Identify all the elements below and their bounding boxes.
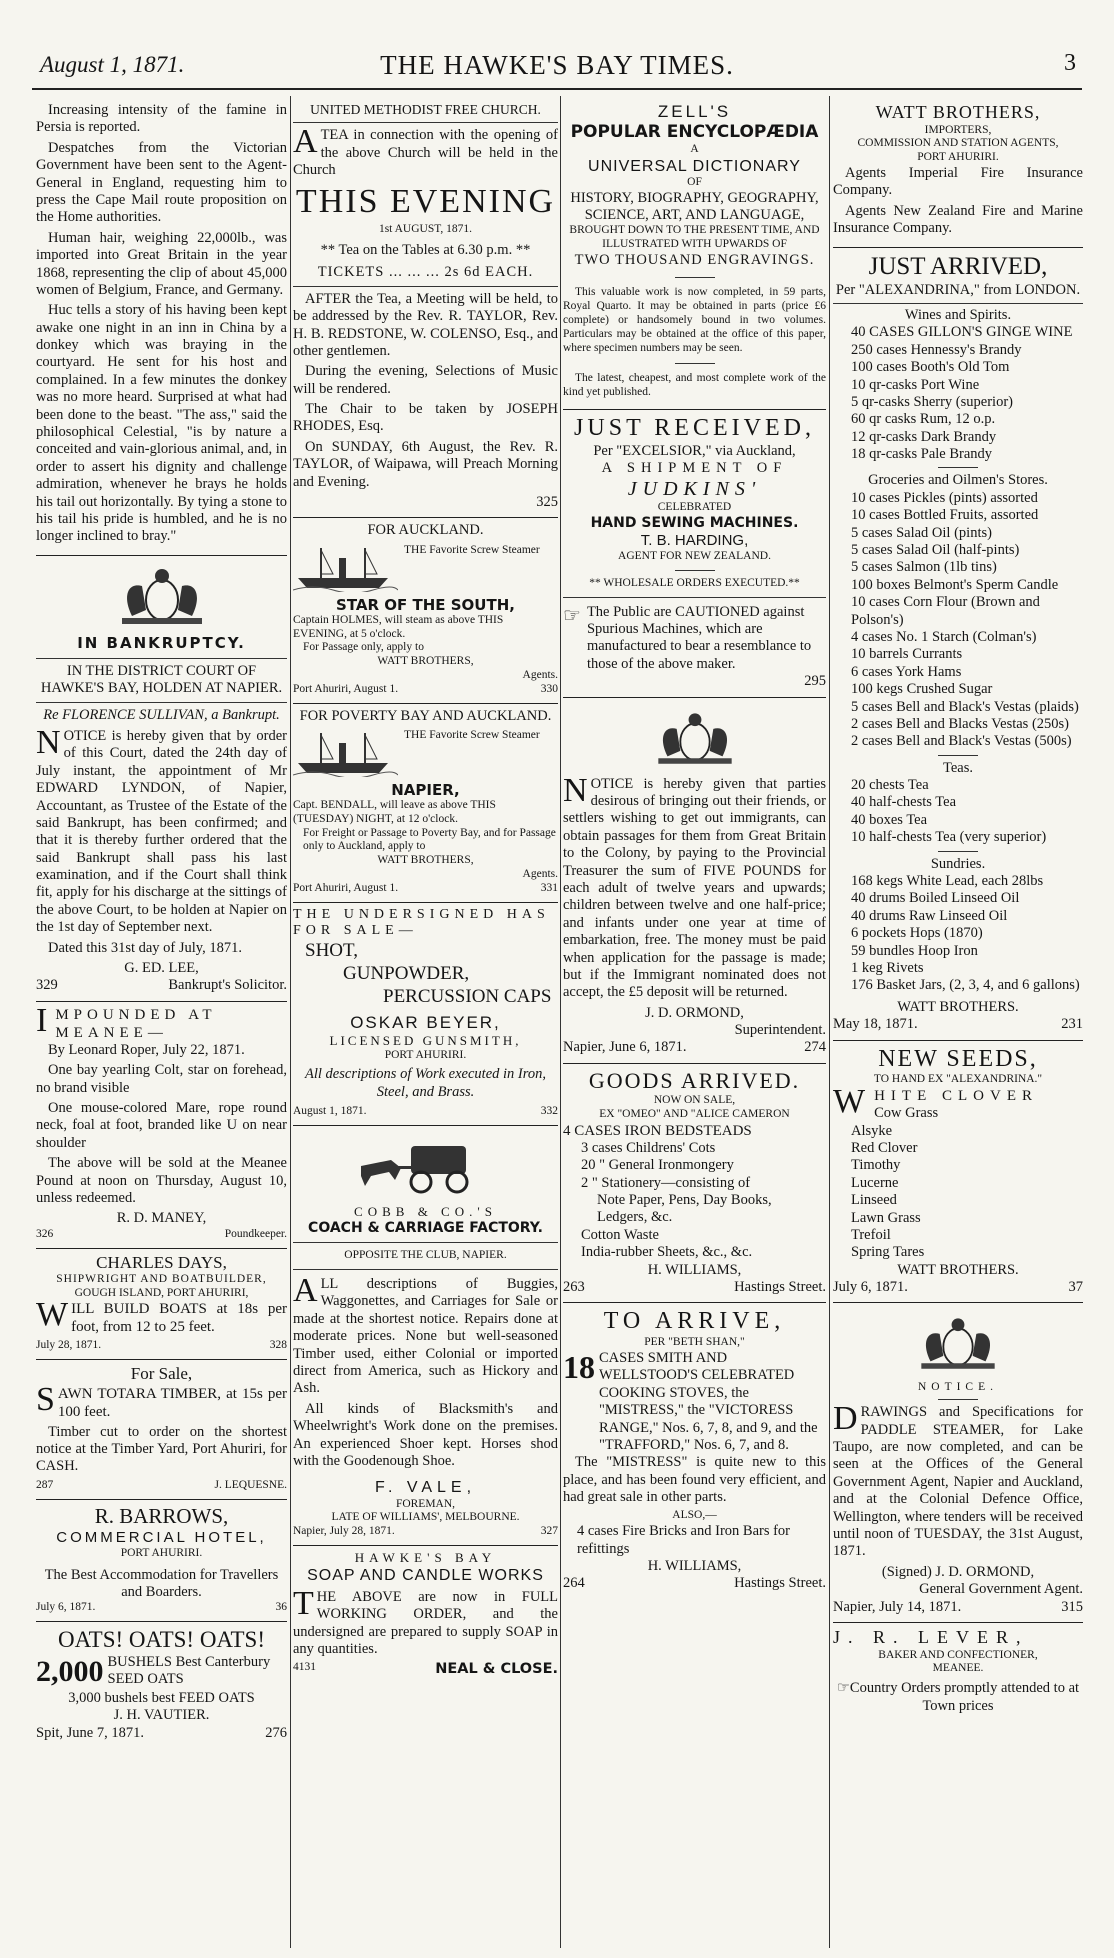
route-heading: FOR AUCKLAND. bbox=[367, 522, 484, 539]
section-heading: Teas. bbox=[943, 759, 973, 776]
passage-line: For Freight or Passage to Poverty Bay, and for Passage only to Auckland, apply to bbox=[303, 826, 556, 853]
machines-line: HAND SEWING MACHINES. bbox=[590, 515, 799, 532]
agent-role: AGENT FOR NEW ZEALAND. bbox=[618, 550, 771, 563]
tea-item: 40 half-chests Tea bbox=[851, 794, 957, 811]
church-heading: UNITED METHODIST FREE CHURCH. bbox=[310, 102, 541, 117]
grocery-item: 5 cases Salmon (1lb tins) bbox=[851, 559, 997, 576]
advert-date: Napier, July 14, 1871. bbox=[833, 1598, 962, 1615]
seed-item: Alsyke bbox=[851, 1122, 893, 1139]
advert-date: Napier, July 28, 1871. bbox=[293, 1525, 395, 1538]
goods-heading: GOODS ARRIVED. bbox=[588, 1067, 801, 1093]
goods-line: 20 " General Ironmongery bbox=[581, 1157, 734, 1174]
foreman-role: FOREMAN, bbox=[395, 1497, 456, 1510]
court-line: IN THE DISTRICT COURT OF HAWKE'S BAY, HOLDEN AT NAPIER. bbox=[40, 662, 283, 697]
grocery-item: 5 cases Salad Oil (pints) bbox=[851, 524, 992, 541]
advertiser-trade: SHIPWRIGHT AND BOATBUILDER, bbox=[56, 1272, 267, 1285]
wine-item: 60 qr casks Rum, 12 o.p. bbox=[851, 411, 996, 428]
goods-ex: EX "OMEO" AND "ALICE CAMERON bbox=[599, 1108, 790, 1121]
also-label: ALSO,— bbox=[672, 1509, 717, 1522]
wine-item: 12 qr-casks Dark Brandy bbox=[851, 428, 997, 445]
notice-signer: (Signed) J. D. ORMOND, bbox=[881, 1563, 1035, 1580]
sailing-body: Captain HOLMES, will steam as above THIS EVENING, at 5 o'clock. bbox=[293, 613, 504, 640]
page-number: 3 bbox=[1064, 50, 1076, 76]
lever-place: MEANEE. bbox=[932, 1662, 984, 1675]
watt-place: PORT AHURIRI. bbox=[917, 151, 999, 164]
sailing-body: Capt. BENDALL, will leave as above THIS (TUESDAY) NIGHT, at 12 o'clock. bbox=[293, 798, 496, 825]
tea-body: During the evening, Selections of Music will be rendered. bbox=[293, 363, 558, 397]
column-rule bbox=[290, 96, 291, 1948]
grocery-item: 6 cases York Hams bbox=[851, 663, 962, 680]
advertiser-name: R. BARROWS, bbox=[94, 1503, 229, 1528]
news-paragraph: Despatches from the Victorian Government have been sent to the Agent-General in England, requesting him to press the Cape Mail route proposition on the Home authorities. bbox=[36, 139, 287, 226]
impounded-notice bbox=[36, 1002, 287, 1249]
oats-signer: J. H. VAUTIER. bbox=[113, 1707, 210, 1724]
agent-name: WATT BROTHERS, bbox=[377, 655, 474, 668]
bankruptcy-body: NOTICE is hereby given that by order of this Court, dated the 24th day of July instant, the appointment of Mr EDWARD LYNDON, of Napier, Accountant, as Trustee of the Estate of the said Bankrupt, has been confirmed; and that it is thereby further ordered that the said Bankrupt shall pass his last examination, and if the Court shall think fit, apply for his discharge at the sittings of the above Court, to be holden at Napier on the 1st day of September next. bbox=[36, 723, 287, 936]
place-date: Port Ahuriri, August 1. bbox=[293, 682, 399, 695]
sundry-item: 6 pockets Hops (1870) bbox=[851, 925, 983, 942]
goods-line: 2 " Stationery—consisting of bbox=[581, 1174, 751, 1191]
news-paragraph: Human hair, weighing 22,000lb., was imported into Great Britain in the year 1868, representing the clip of about 45,000 women of Belgium, France, and Germany. bbox=[36, 229, 287, 298]
impounded-item: One mouse-colored Mare, rope round neck, foal at foot, branded like U on near shoulder bbox=[36, 1099, 287, 1151]
passage-line: For Passage only, apply to bbox=[303, 641, 424, 654]
ad-number: 263 bbox=[563, 1278, 585, 1295]
williams-place: Hastings Street. bbox=[734, 1278, 826, 1295]
zell-subjects: HISTORY, BIOGRAPHY, GEOGRAPHY, SCIENCE, ART, AND LANGUAGE, bbox=[570, 189, 819, 223]
section-heading: Groceries and Oilmen's Stores. bbox=[868, 472, 1048, 489]
judkins-machines-ad bbox=[563, 410, 826, 698]
royal-arms-icon bbox=[903, 1313, 1013, 1375]
ship-name: STAR OF THE SOUTH, bbox=[336, 595, 515, 614]
shipment-line: A SHIPMENT OF bbox=[601, 460, 788, 477]
factory-location: OPPOSITE THE CLUB, NAPIER. bbox=[344, 1249, 507, 1262]
sale-heading: For Sale, bbox=[130, 1364, 193, 1384]
hotel-name: COMMERCIAL HOTEL, bbox=[56, 1528, 267, 1546]
gunsmith-place: PORT AHURIRI. bbox=[384, 1048, 467, 1061]
immigration-notice bbox=[563, 698, 826, 1064]
watt-role: IMPORTERS, bbox=[924, 123, 992, 136]
newspaper-title: THE HAWKE'S BAY TIMES. bbox=[380, 50, 734, 80]
grocery-item: 5 cases Bell and Black's Vestas (plaids) bbox=[851, 698, 1079, 715]
place-date: Port Ahuriri, August 1. bbox=[293, 881, 399, 894]
zell-engravings: TWO THOUSAND ENGRAVINGS. bbox=[574, 251, 815, 268]
ad-number: 329 bbox=[36, 977, 58, 994]
foreman-name: F. VALE, bbox=[374, 1479, 477, 1497]
seed-item: Trefoil bbox=[851, 1226, 891, 1243]
wine-item: 40 CASES GILLON'S GINGE WINE bbox=[851, 324, 1073, 341]
steamer-poverty-bay-ad bbox=[293, 704, 558, 903]
timber-line: SAWN TOTARA TIMBER, at 15s per 100 feet. bbox=[36, 1380, 287, 1420]
oats-line: 3,000 bushels best FEED OATS bbox=[68, 1689, 255, 1706]
sale-item: PERCUSSION CAPS bbox=[383, 985, 552, 1007]
zell-title: ZELL'S bbox=[657, 102, 732, 121]
lever-name: J. R. LEVER, bbox=[833, 1626, 1029, 1647]
methodist-tea-ad bbox=[293, 98, 558, 518]
bankrupt-name: Re FLORENCE SULLIVAN, a Bankrupt. bbox=[43, 706, 280, 723]
solicitor-role: Bankrupt's Solicitor. bbox=[168, 977, 287, 994]
ad-number: 325 bbox=[536, 494, 558, 511]
advertiser-place: GOUGH ISLAND, PORT AHURIRI, bbox=[74, 1286, 249, 1299]
williams-name: H. WILLIAMS, bbox=[647, 1558, 742, 1575]
gunsmith-ad bbox=[293, 903, 558, 1126]
wine-item: 250 cases Hennessy's Brandy bbox=[851, 341, 1022, 358]
notice-body: DRAWINGS and Specifications for PADDLE STEAMER, for Lake Taupo, are now completed, and can be seen at the Offices of the General Government Agent, Napier and Auckland, and at the Colonial Defence Office, Wellington, where tenders will be received until noon of TUESDAY, the 31st August, 1871. bbox=[833, 1400, 1083, 1560]
received-per: Per "EXCELSIOR," via Auckland, bbox=[593, 442, 796, 459]
oats-quantity: 2,000 bbox=[36, 1654, 104, 1688]
immigration-body: NOTICE is hereby given that parties desirous of bringing out their friends, or settlers wishing to get out immigrants, can obtain passages for them from Great Britain to the Colony, by paying to the Provincial Treasurer the sum of FIVE POUNDS for each adult of twelve years and upwards; children between twelve and one half-price; and infants under one year at time of embarkation, free. The money must be paid when application for the passage is made; but if the Immigrant nominated does not accept, the £5 deposit will be returned. bbox=[563, 771, 826, 1001]
ad-number: 328 bbox=[269, 1339, 287, 1352]
steamer-intro: THE Favorite Screw Steamer bbox=[404, 728, 540, 741]
section-heading: Wines and Spirits. bbox=[904, 306, 1012, 323]
seeds-signer: WATT BROTHERS. bbox=[897, 1261, 1019, 1278]
williams-name: H. WILLIAMS, bbox=[647, 1261, 742, 1278]
goods-line: Ledgers, &c. bbox=[597, 1209, 673, 1226]
grocery-item: 10 cases Corn Flour (Brown and Polson's) bbox=[851, 594, 1040, 628]
notice-heading: NOTICE. bbox=[917, 1381, 999, 1394]
royal-arms-icon bbox=[102, 566, 222, 628]
section-heading: Sundries. bbox=[930, 855, 986, 872]
steamship-icon bbox=[293, 544, 398, 592]
lever-baker-ad bbox=[833, 1623, 1083, 1715]
goods-line: Cotton Waste bbox=[581, 1226, 659, 1243]
masthead-rule bbox=[32, 88, 1082, 90]
advertiser-name: CHARLES DAYS, bbox=[96, 1252, 227, 1272]
sale-item: SHOT, bbox=[305, 940, 358, 962]
column-rule bbox=[560, 96, 561, 1948]
pointing-hand-icon: ☞ bbox=[563, 604, 581, 627]
hotel-body: The Best Accommodation for Travellers and Boarders. bbox=[44, 1566, 279, 1601]
impounded-sale: The above will be sold at the Meanee Pound at noon on Thursday, August 10, unless redeemed. bbox=[36, 1155, 287, 1206]
agent-name: WATT BROTHERS, bbox=[377, 854, 474, 867]
celebrated-label: CELEBRATED bbox=[657, 501, 732, 514]
coach-and-horses-icon bbox=[351, 1136, 501, 1198]
ad-number: 295 bbox=[804, 673, 826, 690]
grocery-item: 10 cases Pickles (pints) assorted bbox=[851, 489, 1038, 506]
pointing-hand-icon: ☞ bbox=[836, 1680, 850, 1697]
tea-item: 10 half-chests Tea (very superior) bbox=[851, 829, 1047, 846]
tea-body: AFTER the Tea, a Meeting will be held, to be addressed by the Rev. R. TAYLOR, Rev. H. B. REDSTONE, W. COLENSO, Esq., and other gentlemen. bbox=[293, 290, 558, 359]
grocery-item: 4 cases No. 1 Starch (Colman's) bbox=[851, 628, 1037, 645]
this-evening: THIS EVENING bbox=[295, 183, 556, 221]
charles-days-ad bbox=[36, 1249, 287, 1361]
zell-body: The latest, cheapest, and most complete work of the kind yet published. bbox=[563, 372, 826, 399]
advert-date: May 18, 1871. bbox=[833, 1016, 918, 1033]
advert-date: Napier, June 6, 1871. bbox=[563, 1039, 687, 1056]
sundry-item: 176 Basket Jars, (2, 3, 4, and 6 gallons) bbox=[851, 977, 1080, 994]
notice-role: General Government Agent. bbox=[919, 1581, 1083, 1598]
gunsmith-name: OSKAR BEYER, bbox=[350, 1012, 501, 1032]
lever-body: Country Orders promptly attended to at Town prices bbox=[849, 1680, 1080, 1714]
seed-item: Timothy bbox=[851, 1157, 901, 1174]
tea-body: ATEA in connection with the opening of the above Church will be held in the Church bbox=[293, 123, 558, 178]
impounded-item: One bay yearling Colt, star on forehead, no brand visible bbox=[36, 1062, 287, 1096]
seeds-sub: TO HAND EX "ALEXANDRINA." bbox=[873, 1073, 1043, 1086]
also-line: 4 cases Fire Bricks and Iron Bars for refittings bbox=[577, 1523, 791, 1557]
agent-name: T. B. HARDING, bbox=[640, 532, 749, 550]
wine-item: 100 cases Booth's Old Tom bbox=[851, 359, 1010, 376]
just-arrived-ad bbox=[833, 248, 1083, 1041]
impounded-by: By Leonard Roper, July 22, 1871. bbox=[48, 1041, 245, 1058]
tea-body: The Chair to be taken by JOSEPH RHODES, Esq. bbox=[293, 401, 558, 435]
advert-body: WILL BUILD BOATS at 18s per foot, from 12 to 25 feet. bbox=[36, 1296, 287, 1336]
ad-number: 4131 bbox=[293, 1661, 316, 1674]
watt-role: COMMISSION AND STATION AGENTS, bbox=[857, 137, 1059, 150]
timber-ad bbox=[36, 1360, 287, 1499]
ad-number: 274 bbox=[804, 1039, 826, 1056]
wine-item: 18 qr-casks Pale Brandy bbox=[851, 446, 993, 463]
to-arrive-ad bbox=[563, 1303, 826, 1592]
goods-line: India-rubber Sheets, &c., &c. bbox=[581, 1244, 753, 1261]
zell-brought: BROUGHT DOWN TO THE PRESENT TIME, AND ILLUSTRATED WITH UPWARDS OF bbox=[569, 224, 820, 251]
tea-item: 40 boxes Tea bbox=[851, 811, 928, 828]
new-seeds-ad bbox=[833, 1041, 1083, 1304]
advert-date: August 1, 1871. bbox=[293, 1105, 367, 1118]
grocery-item: 100 kegs Crushed Sugar bbox=[851, 681, 993, 698]
agents-label: Agents. bbox=[522, 867, 558, 880]
ormond-name: J. D. ORMOND, bbox=[645, 1004, 744, 1021]
grocery-item: 100 boxes Belmont's Sperm Candle bbox=[851, 576, 1059, 593]
watt-name: WATT BROTHERS, bbox=[875, 102, 1041, 122]
news-paragraph: Increasing intensity of the famine in Persia is reported. bbox=[36, 102, 287, 136]
arrived-heading: JUST ARRIVED, bbox=[868, 252, 1048, 280]
bankruptcy-heading: IN BANKRUPTCY. bbox=[77, 633, 246, 652]
tea-time: ** Tea on the Tables at 6.30 p.m. ** bbox=[320, 241, 531, 258]
oats-ad bbox=[36, 1622, 287, 1742]
insurance-agent: Agents New Zealand Fire and Marine Insurance Company. bbox=[833, 202, 1083, 237]
poundkeeper-name: R. D. MANEY, bbox=[116, 1210, 207, 1227]
zell-encyclopaedia-ad bbox=[563, 98, 826, 410]
goods-line: 4 CASES IRON BEDSTEADS bbox=[563, 1122, 752, 1139]
dated-line: Dated this 31st day of July, 1871. bbox=[48, 939, 242, 956]
arrive-body: CASES SMITH AND WELLSTOOD'S CELEBRATED COOKING STOVES, the "MISTRESS," the "VICTORESS RANGE," Nos. 6, 7, 8, and 9, and the "TRAFFORD," Nos. 6, 7, and 8. bbox=[599, 1349, 818, 1453]
williams-place: Hastings Street. bbox=[734, 1575, 826, 1592]
advertiser-place: PORT AHURIRI. bbox=[120, 1546, 203, 1559]
judkins-name: JUDKINS' bbox=[627, 478, 762, 501]
tea-date: 1st AUGUST, 1871. bbox=[378, 223, 473, 236]
seeds-heading: NEW SEEDS, bbox=[878, 1045, 1038, 1072]
advert-date: July 6, 1871. bbox=[36, 1601, 96, 1614]
sundry-item: 40 drums Boiled Linseed Oil bbox=[851, 890, 1020, 907]
steamer-intro: THE Favorite Screw Steamer bbox=[404, 543, 540, 556]
arrive-heading: TO ARRIVE, bbox=[603, 1308, 786, 1335]
soap-body: THE ABOVE are now in FULL WORKING ORDER, and the undersigned are prepared to supply SOAP in any quantities. bbox=[293, 1584, 558, 1657]
agents-label: Agents. bbox=[522, 669, 558, 681]
news-paragraph: Huc tells a story of his having been kept awake one night in an inn in China by a donkey which was braying in the courtyard. He sent for his host and complained. In a few minutes the donkey was no more heard. Surprised at what had been done to the beast. "The ass," said the philosophical Celestial, "is by nature a conceited and vain-glorious animal, and, in order to assert his dignity and challenge admiration, whenever he brays he holds his tail out horizontally. By tying a stone to his tail his pride is humbled, and he is no longer inclined to bray." bbox=[36, 302, 287, 545]
soap-heading: HAWKE'S BAY bbox=[354, 1549, 497, 1565]
tea-item: 20 chests Tea bbox=[851, 777, 929, 794]
grocery-item: 10 barrels Currants bbox=[851, 646, 963, 663]
goods-line: Note Paper, Pens, Day Books, bbox=[597, 1192, 772, 1209]
factory-name: COACH & CARRIAGE FACTORY. bbox=[308, 1219, 543, 1236]
seed-item: Linseed bbox=[851, 1192, 897, 1209]
arrive-body: The "MISTRESS" is quite new to this place, and has been found very efficient, and had great sale in other parts. bbox=[563, 1454, 826, 1506]
arrive-quantity: 18 bbox=[563, 1348, 595, 1385]
grocery-item: 5 cases Salad Oil (half-pints) bbox=[851, 542, 1020, 559]
column-4 bbox=[833, 98, 1083, 1948]
seed-item: Spring Tares bbox=[851, 1244, 925, 1261]
advert-date: July 6, 1871. bbox=[833, 1279, 908, 1296]
issue-date: August 1, 1871. bbox=[40, 52, 185, 77]
column-3 bbox=[563, 98, 826, 1948]
column-2 bbox=[293, 98, 558, 1948]
received-heading: JUST RECEIVED, bbox=[574, 414, 815, 441]
cobb-coach-ad bbox=[293, 1126, 558, 1546]
sundry-item: 59 bundles Hoop Iron bbox=[851, 942, 978, 959]
grocery-item: 2 cases Bell and Black's Vestas (500s) bbox=[851, 733, 1072, 750]
ad-number: 330 bbox=[540, 682, 558, 695]
ad-number: 326 bbox=[36, 1227, 54, 1240]
ormond-role: Superintendent. bbox=[734, 1022, 826, 1039]
news-items bbox=[36, 98, 287, 556]
seed-item: Lucerne bbox=[851, 1174, 899, 1191]
zell-of: OF bbox=[687, 175, 702, 188]
ad-number: 231 bbox=[1061, 1016, 1083, 1033]
soap-signer: NEAL & CLOSE. bbox=[435, 1661, 558, 1678]
gunsmith-body: All descriptions of Work executed in Iron, Steel, and Brass. bbox=[305, 1066, 546, 1100]
steamer-auckland-ad bbox=[293, 518, 558, 703]
factory-body: ALL descriptions of Buggies, Waggonettes, and Carriages for Sale or made at the shortest notice. Repairs done at moderate prices. None but well-seasoned Timber used, either Colonial or imported direct from America, such as Hickory and Ash. bbox=[293, 1272, 558, 1397]
grocery-item: 10 cases Bottled Fruits, assorted bbox=[851, 507, 1039, 524]
impounded-heading: IMPOUNDED AT MEANEE— bbox=[36, 1001, 217, 1041]
zell-body: This valuable work is now completed, in 59 parts, Royal Quarto. It may be obtained in parts (price £6 complete) or handsomely bound in two volumes. Particulars may be obtained at the office of this paper, where specimen numbers may be seen. bbox=[563, 286, 826, 354]
seeds-title: WHITE CLOVER bbox=[833, 1083, 1038, 1121]
zell-dictionary: UNIVERSAL DICTIONARY bbox=[588, 157, 801, 175]
ad-number: 332 bbox=[540, 1105, 558, 1118]
barrows-ad bbox=[36, 1500, 287, 1623]
watt-brothers-ad bbox=[833, 98, 1083, 248]
wine-item: 10 qr-casks Port Wine bbox=[851, 376, 980, 393]
caution-body: The Public are CAUTIONED against Spurious Machines, which are manufactured to bear a resemblance to those of the above maker. bbox=[586, 603, 812, 672]
grocery-item: 2 cases Bell and Blacks Vestas (250s) bbox=[851, 715, 1069, 732]
soap-works-name: SOAP AND CANDLE WORKS bbox=[307, 1566, 544, 1584]
oats-heading: OATS! OATS! OATS! bbox=[57, 1627, 265, 1653]
masthead bbox=[32, 46, 1082, 86]
solicitor-name: G. ED. LEE, bbox=[124, 960, 199, 977]
sundry-item: 168 kegs White Lead, each 28lbs bbox=[851, 873, 1044, 890]
timber-signer: J. LEQUESNE. bbox=[214, 1478, 287, 1491]
soap-works-ad bbox=[293, 1546, 558, 1679]
ad-number: 331 bbox=[540, 881, 558, 894]
ad-number: 327 bbox=[540, 1525, 558, 1538]
goods-line: 3 cases Childrens' Cots bbox=[581, 1139, 716, 1156]
arrived-per: Per "ALEXANDRINA," from LONDON. bbox=[835, 281, 1081, 298]
tea-body: On SUNDAY, 6th August, the Rev. R. TAYLOR, of Waipawa, will Preach Morning and Evening. bbox=[293, 438, 558, 490]
sundry-item: 1 keg Rivets bbox=[851, 960, 924, 976]
wholesale-line: ** WHOLESALE ORDERS EXECUTED.** bbox=[589, 576, 800, 589]
undersigned-heading: THE UNDERSIGNED HAS FOR SALE— bbox=[293, 906, 550, 939]
ad-number: 276 bbox=[265, 1724, 287, 1741]
oats-line: BUSHELS Best Canterbury SEED OATS bbox=[107, 1653, 271, 1688]
factory-body: All kinds of Blacksmith's and Wheelwright's Work done on the premises. An experienced Shoer kept. Horses shod with the Goodenough Shoe. bbox=[293, 1400, 558, 1469]
ad-number: 264 bbox=[563, 1575, 585, 1592]
steamship-icon bbox=[293, 729, 398, 777]
arrive-per: PER "BETH SHAN," bbox=[644, 1336, 745, 1349]
timber-body: Timber cut to order on the shortest notice at the Timber Yard, Port Ahuriri, for CASH. bbox=[36, 1423, 287, 1475]
zell-subtitle: POPULAR ENCYCLOPÆDIA bbox=[570, 122, 819, 143]
ship-name: NAPIER, bbox=[391, 780, 460, 799]
goods-arrived-ad bbox=[563, 1064, 826, 1304]
column-1 bbox=[36, 98, 287, 1948]
ad-number: 37 bbox=[1068, 1279, 1083, 1296]
royal-arms-icon bbox=[640, 708, 750, 770]
zell-a: A bbox=[690, 142, 699, 155]
poundkeeper-role: Poundkeeper. bbox=[224, 1227, 287, 1240]
insurance-agent: Agents Imperial Fire Insurance Company. bbox=[833, 164, 1083, 199]
wine-item: 5 qr-casks Sherry (superior) bbox=[851, 393, 1013, 410]
lever-trade: BAKER AND CONFECTIONER, bbox=[878, 1648, 1038, 1661]
sundry-item: 40 drums Raw Linseed Oil bbox=[851, 907, 1008, 924]
route-heading: FOR POVERTY BAY AND AUCKLAND. bbox=[299, 707, 552, 724]
column-rule bbox=[829, 96, 830, 1948]
advert-date: Spit, June 7, 1871. bbox=[36, 1724, 144, 1741]
ad-number: 315 bbox=[1061, 1598, 1083, 1615]
goods-sub: NOW ON SALE, bbox=[653, 1094, 736, 1107]
gunsmith-trade: LICENSED GUNSMITH, bbox=[329, 1032, 522, 1048]
tickets-line: TICKETS ... ... ... 2s 6d EACH. bbox=[317, 264, 534, 281]
sale-item: GUNPOWDER, bbox=[343, 962, 470, 984]
advert-date: July 28, 1871. bbox=[36, 1339, 102, 1352]
ad-number: 36 bbox=[275, 1601, 287, 1614]
seed-item: Lawn Grass bbox=[851, 1209, 921, 1226]
bankruptcy-notice bbox=[36, 556, 287, 1002]
seed-item: Red Clover bbox=[851, 1139, 918, 1156]
ad-number: 287 bbox=[36, 1478, 54, 1491]
seed-item: Cow Grass bbox=[874, 1105, 939, 1122]
watt-signer: WATT BROTHERS. bbox=[897, 998, 1019, 1015]
company-name: COBB & CO.'S bbox=[354, 1203, 497, 1219]
paddle-steamer-notice bbox=[833, 1303, 1083, 1622]
foreman-late: LATE OF WILLIAMS', MELBOURNE. bbox=[331, 1511, 520, 1524]
